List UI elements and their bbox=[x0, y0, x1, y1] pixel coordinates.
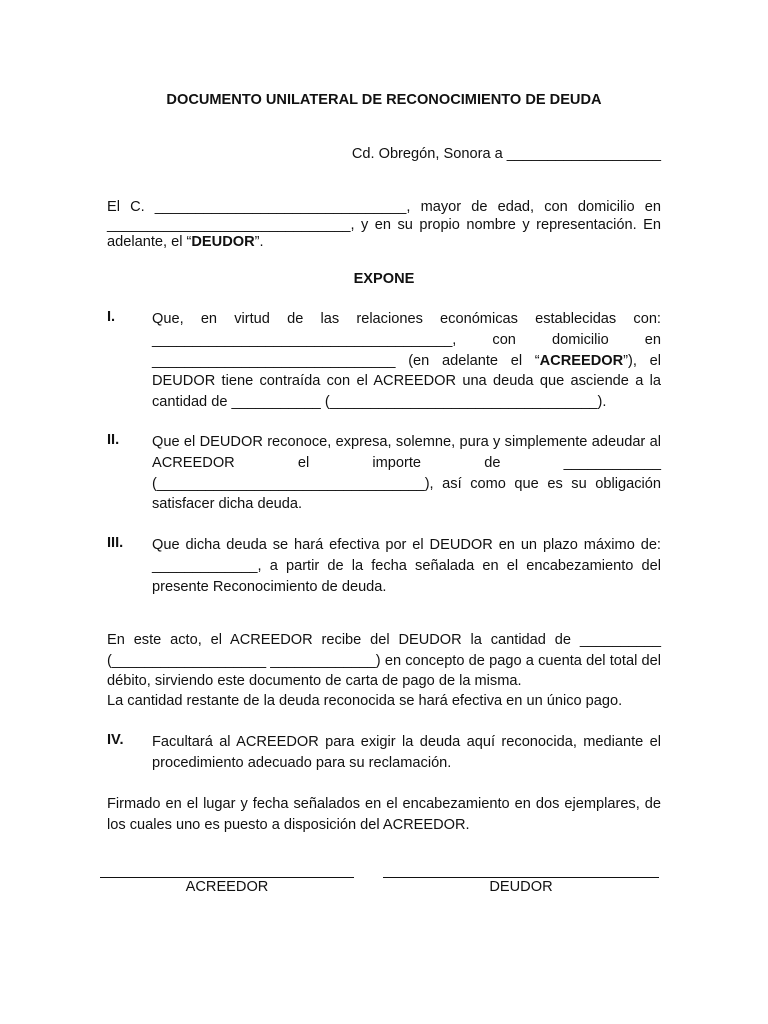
intro-text: El C. _______________________________, mayor de edad, con domicilio en ______________________________, y en su propio nombre y representación. En adelante, el “ bbox=[107, 199, 661, 250]
clause-text: Que el DEUDOR reconoce, expresa, solemne, pura y simplemente adeudar al ACREEDOR el importe de ____________ (_________________________________), así como que es su obligación satisfacer dicha deuda. bbox=[152, 434, 661, 513]
clause-number: II. bbox=[107, 432, 120, 448]
clause-i-acreedor-bold: ACREEDOR bbox=[539, 352, 624, 369]
clause-i-before: Que, en virtud de las relaciones económicas establecidas con: _____________________________________, con domicilio en ______________________________ (en adelante el “ bbox=[152, 311, 661, 369]
signature-label-deudor: DEUDOR bbox=[489, 879, 553, 895]
signature-label-acreedor: ACREEDOR bbox=[185, 879, 269, 895]
signature-line-deudor bbox=[383, 877, 659, 878]
clause-text: Facultará al ACREEDOR para exigir la deuda aquí reconocida, mediante el procedimiento adecuado para su reclamación. bbox=[152, 734, 661, 771]
clause-number: I. bbox=[107, 309, 116, 325]
intro-paragraph bbox=[107, 199, 661, 252]
clause-text bbox=[152, 309, 661, 413]
clause-number: IV. bbox=[107, 732, 124, 748]
payment-paragraph: En este acto, el ACREEDOR recibe del DEUDOR la cantidad de __________ (___________________ _____________) en concepto de pago a cuenta del total del débito, sirviendo este documento de carta de pago de la misma. bbox=[107, 632, 661, 689]
remaining-paragraph: La cantidad restante de la deuda reconocida se hará efectiva en un único pago. bbox=[107, 693, 623, 709]
signature-line-acreedor bbox=[100, 877, 354, 878]
clause-ii bbox=[107, 432, 661, 515]
clause-number: III. bbox=[107, 535, 124, 551]
document-title: DOCUMENTO UNILATERAL DE RECONOCIMIENTO DE DEUDA bbox=[166, 92, 602, 108]
clause-i-after: ”), el DEUDOR tiene contraída con el ACREEDOR una deuda que asciende a la cantidad de ___________ (_________________________________). bbox=[152, 352, 661, 411]
place-date-line: Cd. Obregón, Sonora a ___________________ bbox=[351, 146, 661, 162]
clause-text: Que dicha deuda se hará efectiva por el DEUDOR en un plazo máximo de: _____________, a partir de la fecha señalada en el encabezamiento del presente Reconocimiento de deuda. bbox=[152, 537, 661, 595]
intro-deudor-bold: DEUDOR bbox=[191, 234, 255, 250]
intro-tail: ”. bbox=[254, 234, 264, 250]
clause-i bbox=[107, 309, 661, 413]
clause-iii bbox=[107, 535, 661, 597]
signed-paragraph: Firmado en el lugar y fecha señalados en el encabezamiento en dos ejemplares, de los cuales uno es puesto a disposición del ACREEDOR. bbox=[107, 796, 661, 833]
clause-iv bbox=[107, 732, 661, 774]
expone-heading: EXPONE bbox=[353, 271, 415, 287]
